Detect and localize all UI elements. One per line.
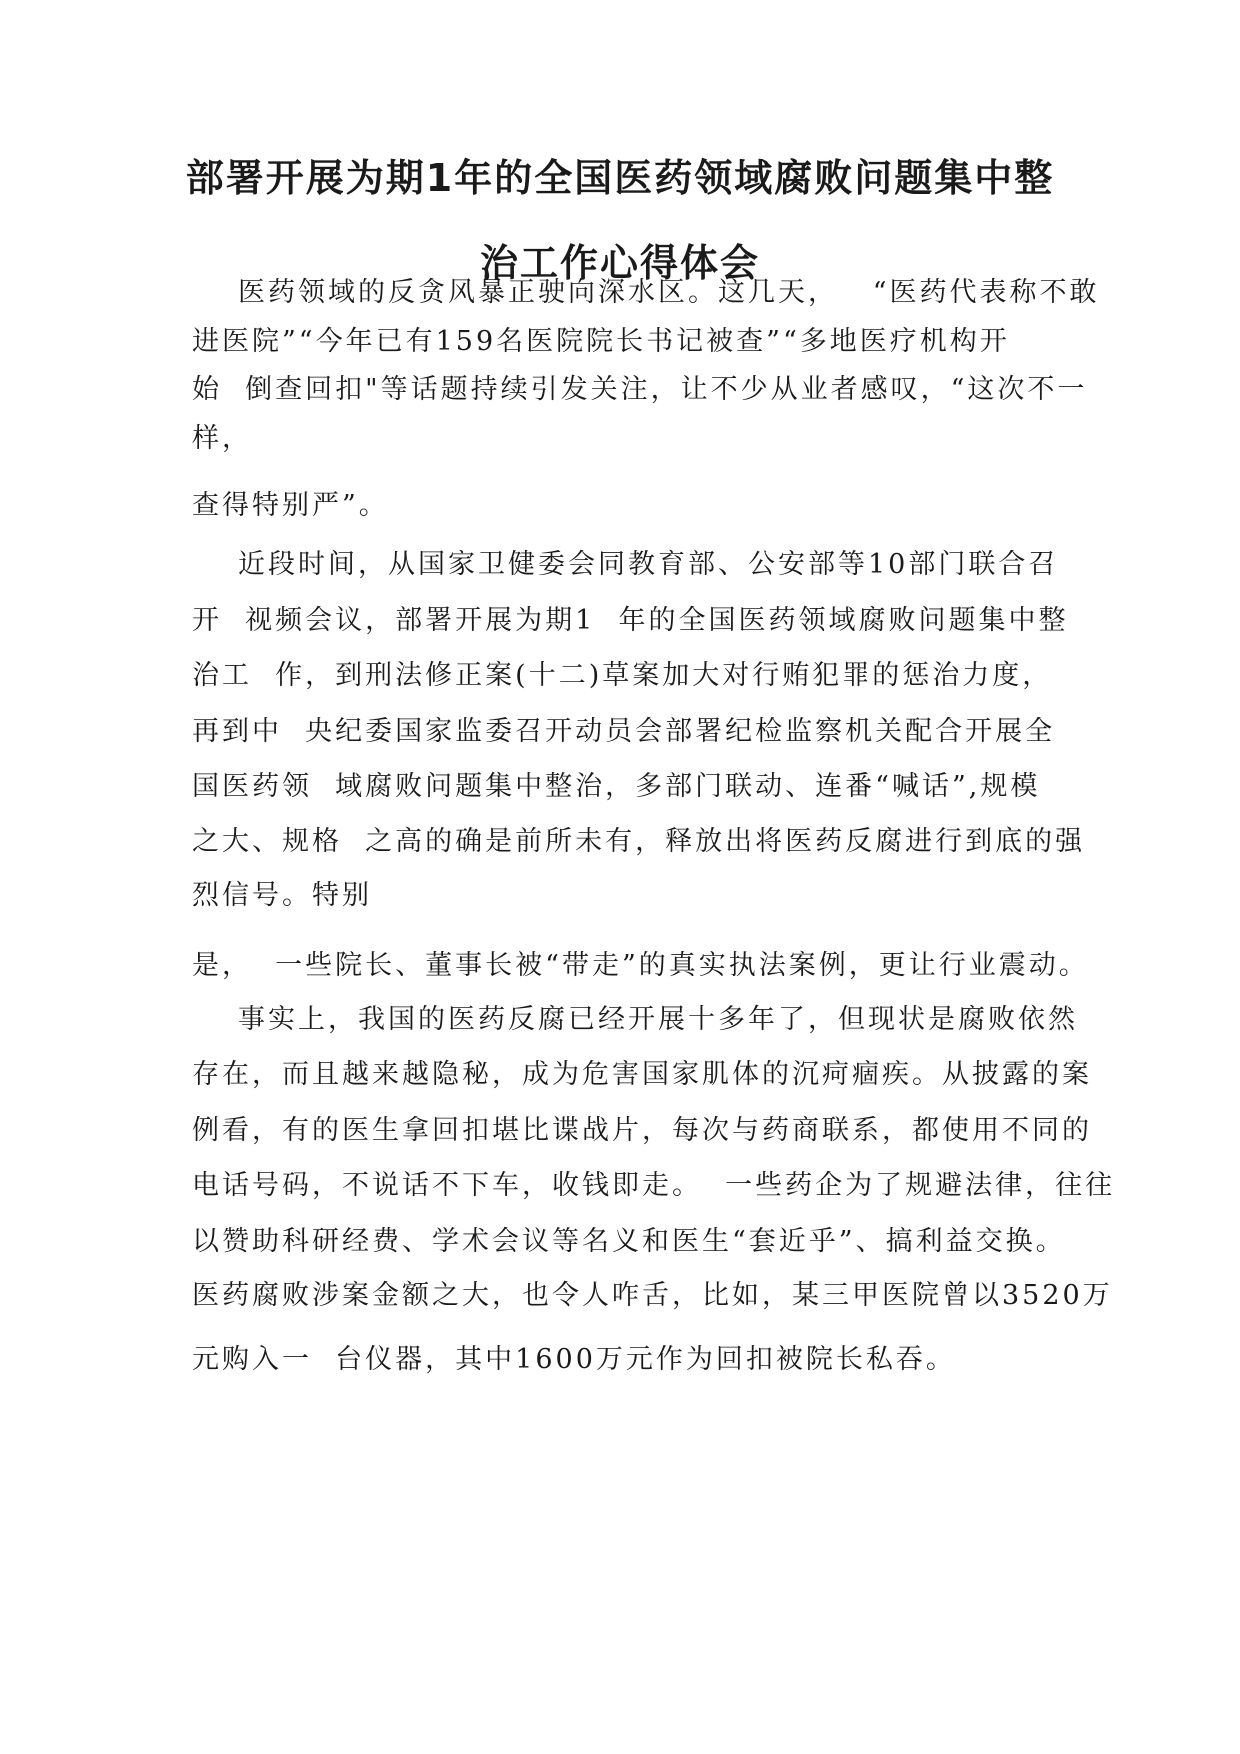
paragraph-2-line-4: 再到中 央纪委国家监委召开动员会部署纪检监察机关配合开展全 bbox=[192, 716, 1056, 747]
paragraph-3-line-3: 例看，有的医生拿回扣堪比谍战片，每次与药商联系，都使用不同的 bbox=[192, 1115, 1092, 1146]
paragraph-3-line-4: 电话号码，不说话不下车，收钱即走。 一些药企为了规避法律，往往 bbox=[192, 1170, 1116, 1201]
paragraph-1-line-2: 进医院”“今年已有159名医院院长书记被查”“多地医疗机构开 bbox=[192, 326, 1010, 357]
paragraph-3-line-5: 以赞助科研经费、学术会议等名义和医生“套近乎”、搞利益交换。 bbox=[192, 1226, 1066, 1257]
paragraph-2-line-2: 开 视频会议，部署开展为期1 年的全国医药领域腐败问题集中整 bbox=[192, 605, 1069, 636]
paragraph-3-line-1: 事实上，我国的医药反腐已经开展十多年了，但现状是腐败依然 bbox=[238, 1004, 1078, 1035]
paragraph-3-line-7: 元购入一 台仪器，其中1600万元作为回扣被院长私吞。 bbox=[192, 1344, 956, 1375]
paragraph-2-line-7: 烈信号。特别 bbox=[192, 880, 372, 911]
paragraph-1-line-4: 样， bbox=[192, 423, 252, 454]
document-title-line-2: 治工作心得体会 bbox=[479, 241, 760, 285]
paragraph-2-line-5: 国医药领 域腐败问题集中整治，多部门联动、连番“喊话”,规模 bbox=[192, 771, 1041, 802]
paragraph-2-line-6: 之大、规格 之高的确是前所未有，释放出将医药反腐进行到底的强 bbox=[192, 826, 1086, 857]
paragraph-3-line-2: 存在，而且越来越隐秘，成为危害国家肌体的沉疴痼疾。从披露的案 bbox=[192, 1059, 1092, 1090]
paragraph-2-line-8: 是， 一些院长、董事长被“带走”的真实执法案例，更让行业震动。 bbox=[192, 950, 1089, 981]
paragraph-1-line-3: 始 倒查回扣"等话题持续引发关注，让不少从业者感叹，“这次不一 bbox=[192, 374, 1088, 405]
paragraph-2-line-3: 治工 作，到刑法修正案(十二)草案加大对行贿犯罪的惩治力度， bbox=[192, 660, 1053, 691]
paragraph-3-line-6: 医药腐败涉案金额之大，也令人咋舌，比如，某三甲医院曾以3520万 bbox=[192, 1280, 1113, 1311]
document-title-line-1: 部署开展为期1年的全国医药领域腐败问题集中整 bbox=[185, 156, 1055, 200]
paragraph-2-line-1: 近段时间，从国家卫健委会同教育部、公安部等10部门联合召 bbox=[238, 549, 1059, 580]
paragraph-1-line-5: 查得特别严”。 bbox=[192, 490, 389, 521]
paragraph-1-line-1: 医药领域的反贪风暴正驶向深水区。这几天， “医药代表称不敢 bbox=[238, 277, 1100, 308]
